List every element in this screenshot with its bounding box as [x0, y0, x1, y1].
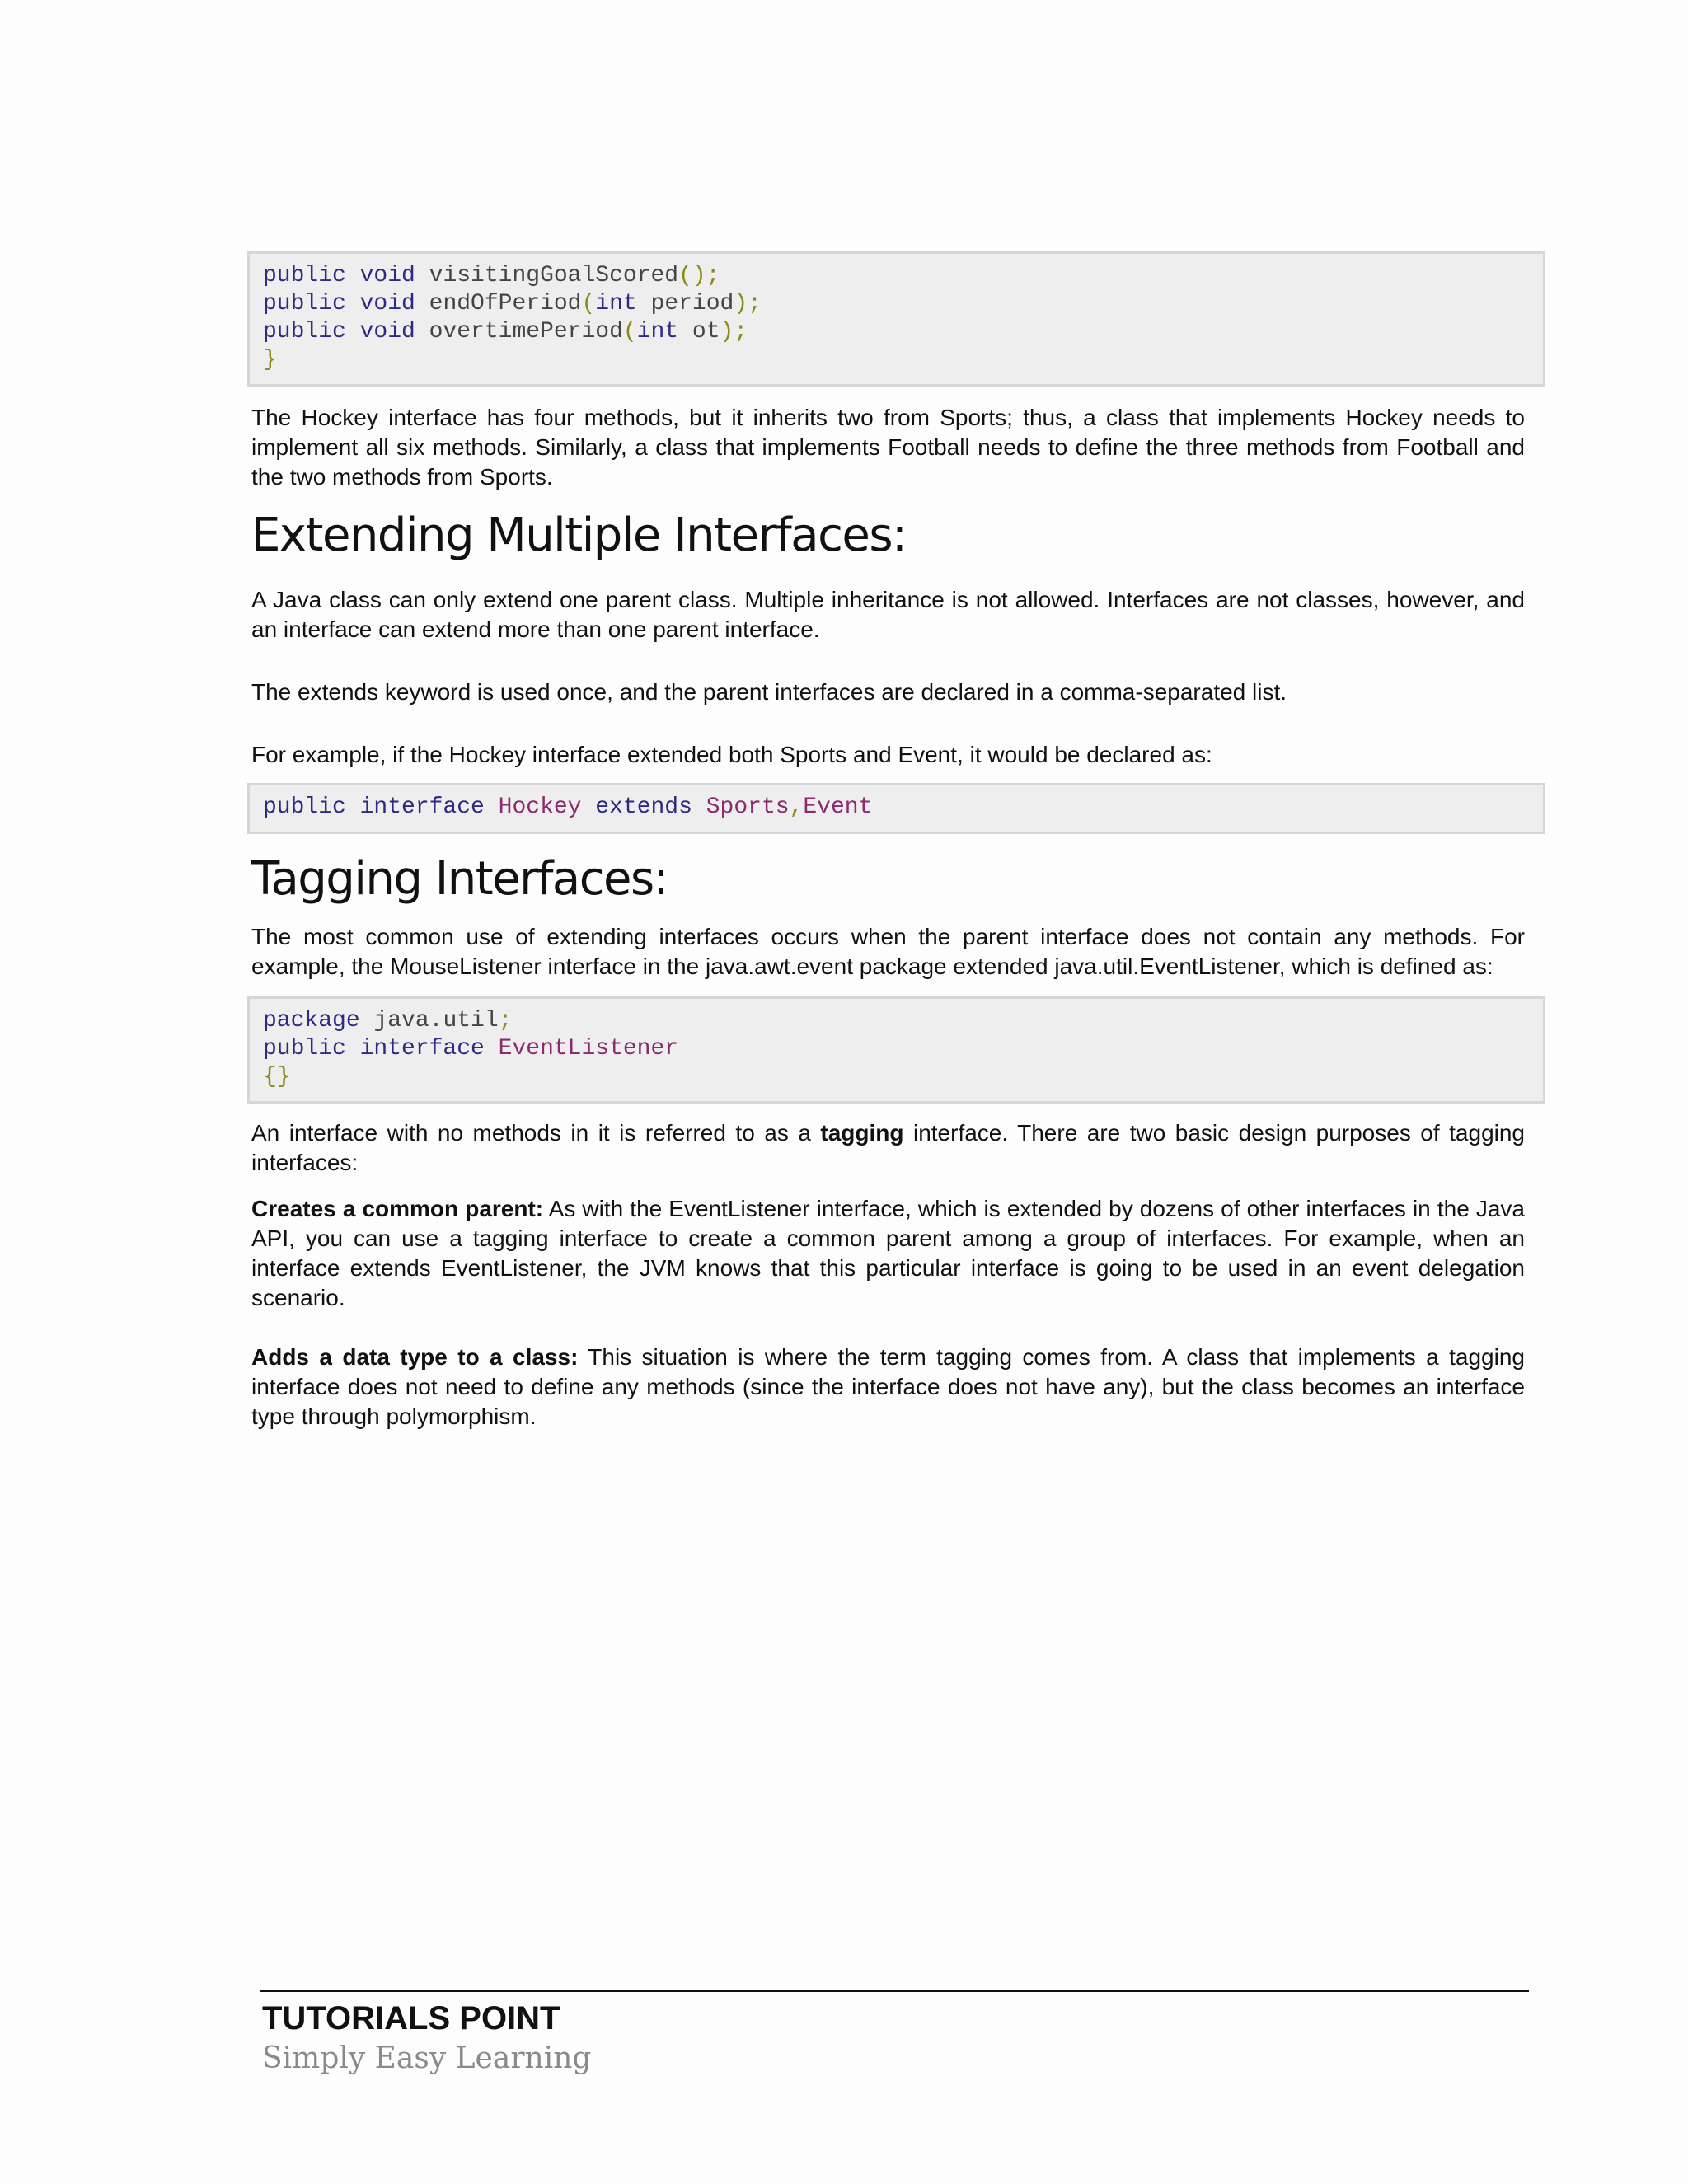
paragraph-extends-keyword: The extends keyword is used once, and the parent interfaces are declared in a comma-separated list.	[251, 679, 1287, 705]
heading-tagging-interfaces: Tagging Interfaces:	[251, 852, 668, 906]
footer-divider	[260, 1990, 1529, 1992]
label-common-parent: Creates a common parent:	[251, 1196, 544, 1221]
label-data-type: Adds a data type to a class:	[251, 1344, 579, 1370]
code-line: {}	[263, 1064, 291, 1090]
code-line: public void endOfPeriod(int period);	[263, 291, 762, 316]
footer-tagline: Simply Easy Learning	[262, 2041, 592, 2075]
code-line: public void overtimePeriod(int ot);	[263, 319, 748, 344]
code-block-hockey-declaration: public interface Hockey extends Sports,Event	[247, 783, 1545, 834]
paragraph-common-parent: Creates a common parent: As with the EventListener interface, which is extended by dozens of other interfaces in the Java API, you can use a tagging interface to create a common parent among a group of interfaces. For example, when an interface extends EventListener, the JVM knows that this particular interface is going to be used in an event delegation scenario.	[251, 1196, 1525, 1310]
code-block-event-listener	[247, 996, 1545, 1104]
code-line: package java.util;	[263, 1008, 513, 1033]
heading-extending-multiple-interfaces: Extending Multiple Interfaces:	[251, 509, 907, 562]
code-line: }	[263, 347, 277, 373]
paragraph-hockey-inheritance: The Hockey interface has four methods, but it inherits two from Sports; thus, a class that implements Hockey needs to implement all six methods. Similarly, a class that implements Football needs to define the three methods from Football and the two methods from Sports.	[251, 405, 1525, 490]
code-line: public interface EventListener	[263, 1036, 679, 1062]
paragraph-tagging-definition: An interface with no methods in it is referred to as a tagging interface. There are two basic design purposes of tagging interfaces:	[251, 1120, 1526, 1175]
code-line: public void visitingGoalScored();	[263, 263, 720, 288]
footer-brand: TUTORIALS POINT	[262, 2000, 560, 2036]
term-tagging: tagging	[820, 1120, 904, 1146]
paragraph-data-type: Adds a data type to a class: This situation is where the term tagging comes from. A class that implements a tagging interface does not need to define any methods (since the interface does not have any), but the class becomes an interface type through polymorphism.	[251, 1344, 1525, 1429]
page-content	[251, 251, 1525, 1432]
paragraph-tagging-intro: The most common use of extending interfaces occurs when the parent interface does not contain any methods. For example, the MouseListener interface in the java.awt.event package extended java.util.EventListener, which is defined as:	[251, 924, 1525, 979]
paragraph-single-inheritance: A Java class can only extend one parent class. Multiple inheritance is not allowed. Interfaces are not classes, however, and an interface can extend more than one parent interface.	[251, 587, 1525, 642]
paragraph-example-intro: For example, if the Hockey interface extended both Sports and Event, it would be declared as:	[251, 742, 1212, 767]
code-block-hockey-methods	[247, 251, 1545, 387]
